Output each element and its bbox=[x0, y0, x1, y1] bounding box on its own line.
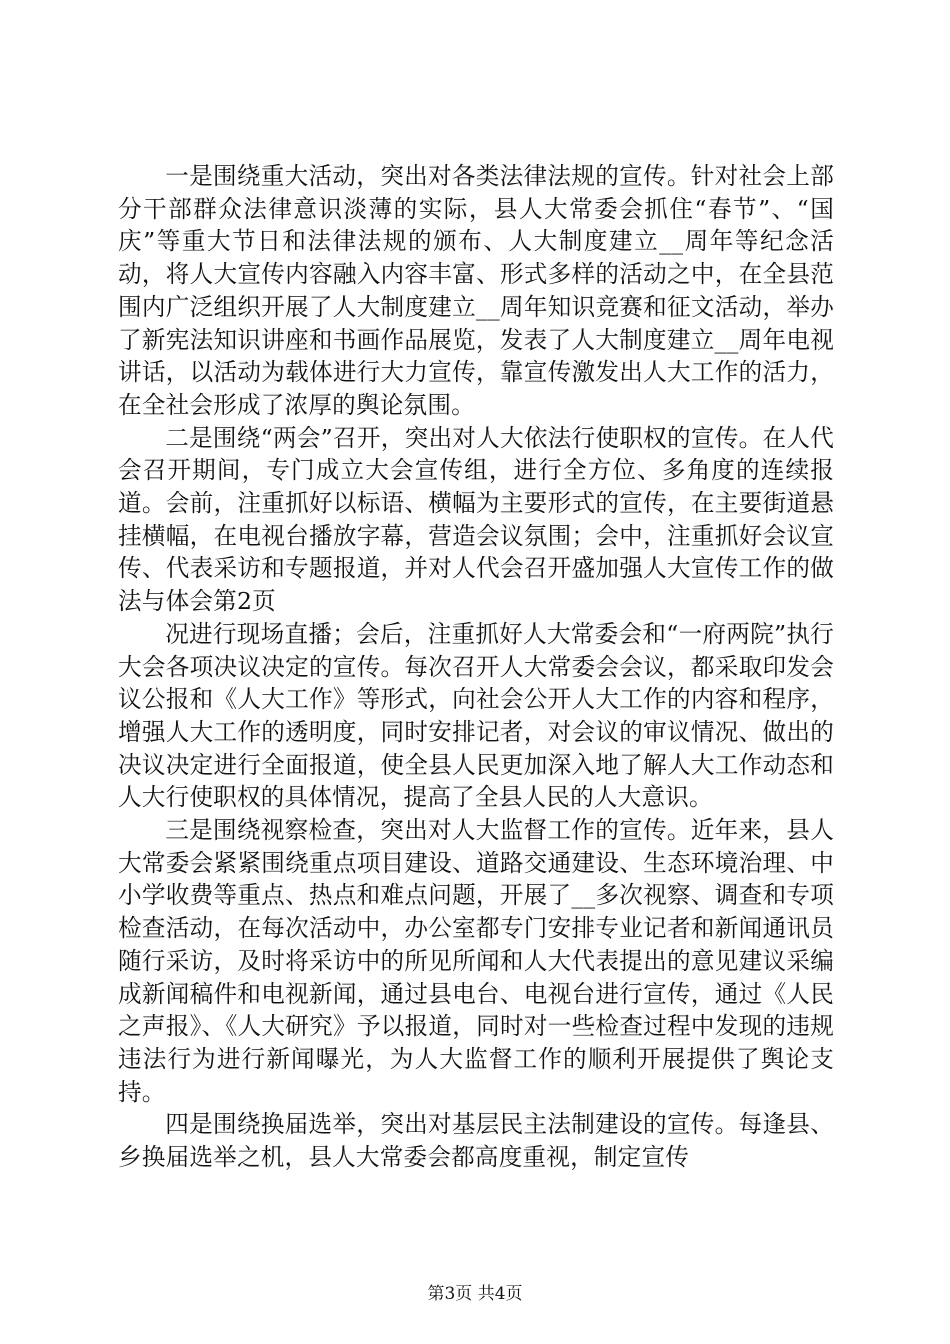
paragraph-two-sessions: 二是围绕“两会”召开，突出对人大依法行使职权的宣传。在人代会召开期间，专门成立大会宣传组，进行全方位、多角度的连续报道。会前，注重抓好以标语、横幅为主要形式的宣传，在主要街道悬挂横幅，在电视台播放字幕，营造会议氛围；会中，注重抓好会议宣传、代表采访和专题报道，并对人代会召开盛加强人大宣传工作的做法与体会第2页 bbox=[118, 423, 834, 616]
paragraph-major-activities: 一是围绕重大活动，突出对各类法律法规的宣传。针对社会上部分干部群众法律意识淡薄的实际，县人大常委会抓住“春节”、“国庆”等重大节日和法律法规的颁布、人大制度建立__周年等纪念活动，将人大宣传内容融入内容丰富、形式多样的活动之中，在全县范围内广泛组织开展了人大制度建立__周年知识竞赛和征文活动，举办了新宪法知识讲座和书画作品展览，发表了人大制度建立__周年电视讲话，以活动为载体进行大力宣传，靠宣传激发出人大工作的活力，在全社会形成了浓厚的舆论氛围。 bbox=[118, 162, 834, 419]
paragraph-after-session: 况进行现场直播；会后，注重抓好人大常委会和“一府两院”执行大会各项决议决定的宣传。每次召开人大常委会会议，都采取印发会议公报和《人大工作》等形式，向社会公开人大工作的内容和程序，增强人大工作的透明度，同时安排记者，对会议的审议情况、做出的决议决定进行全面报道，使全县人民更加深入地了解人大工作动态和人大行使职权的具体情况，提高了全县人民的人大意识。 bbox=[118, 619, 834, 812]
paragraph-election: 四是围绕换届选举，突出对基层民主法制建设的宣传。每逢县、乡换届选举之机，县人大常委会都高度重视，制定宣传 bbox=[118, 1110, 834, 1172]
page-number-footer: 第3页 共4页 bbox=[427, 1284, 523, 1304]
document-body bbox=[118, 160, 834, 1174]
paragraph-inspection: 三是围绕视察检查，突出对人大监督工作的宣传。近年来，县人大常委会紧紧围绕重点项目建设、道路交通建设、生态环境治理、中小学收费等重点、热点和难点问题，开展了__多次视察、调查和专项检查活动，在每次活动中，办公室都专门安排专业记者和新闻通讯员随行采访，及时将采访中的所见所闻和人大代表提出的意见建议采编成新闻稿件和电视新闻，通过县电台、电视台进行宣传，通过《人民之声报》、《人大研究》予以报道，同时对一些检查过程中发现的违规违法行为进行新闻曝光，为人大监督工作的顺利开展提供了舆论支持。 bbox=[118, 816, 834, 1106]
